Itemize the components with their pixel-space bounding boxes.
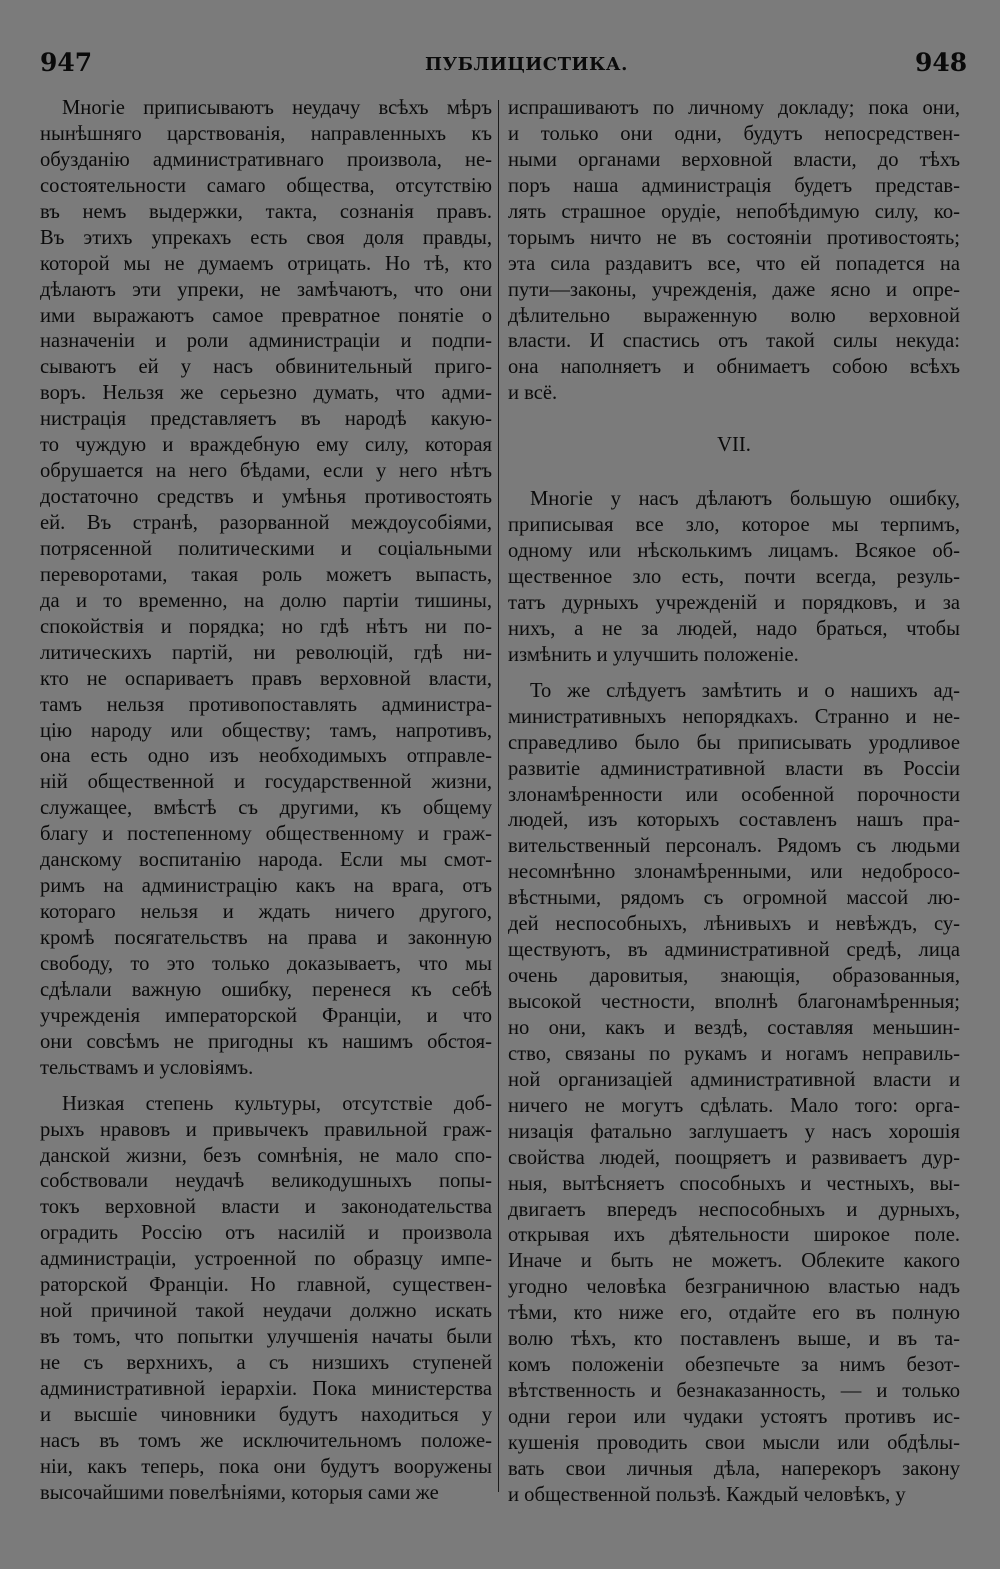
text-line: одному или нѣсколькимъ лицамъ. Всякое об- <box>508 540 960 563</box>
text-line: вѣтственность и безнаказанность, — и только <box>508 1380 960 1403</box>
text-line: комъ положеніи обезпечьте за нимъ безот- <box>508 1354 960 1377</box>
text-line: учрежденія императорской Франціи, и что <box>40 1004 492 1027</box>
text-line: назначеніи и роли администраціи и подпи- <box>40 330 492 353</box>
text-line: потрясенной политическими и соціальными <box>40 537 492 560</box>
text-line: состоятельности самаго общества, отсутствію <box>40 174 492 197</box>
text-line: достаточно средствъ и умѣнья противостоять <box>40 486 492 509</box>
text-line: ній общественной и государственной жизни, <box>40 771 492 794</box>
section-heading: VII. <box>717 434 751 457</box>
text-line: рыхъ нравовъ и привычекъ правильной граж- <box>40 1118 492 1141</box>
column-divider <box>498 100 499 1492</box>
text-line: То же слѣдуетъ замѣтить и о нашихъ ад- <box>530 679 960 702</box>
text-line: вительственный персоналъ. Рядомъ съ людьми <box>508 835 960 858</box>
right-column-bottom-text <box>508 487 960 1509</box>
text-line: кто не оспариваетъ правъ верховной власти, <box>40 667 492 690</box>
text-line: Многіе приписываютъ неудачу всѣхъ мѣръ <box>62 97 492 119</box>
text-line: римъ на администрацію какъ на врага, отъ <box>40 875 492 898</box>
text-line: дѣлительно выраженную волю верховной <box>508 304 960 327</box>
text-line: и только они одни, будутъ непосредствен- <box>508 122 960 145</box>
text-line: дей неспособныхъ, лѣнивыхъ и невѣждъ, су- <box>508 913 960 936</box>
text-line: ничего не могутъ сдѣлать. Мало того: орга- <box>508 1094 960 1117</box>
text-line: Иначе и быть не можетъ. Облеките какого <box>508 1250 960 1273</box>
text-line: ными органами верховной власти, до тѣхъ <box>508 148 960 171</box>
text-line: низація фатально заглушаетъ у насъ хорошія <box>508 1120 960 1143</box>
text-line: злонамѣренности или особенной порочности <box>508 783 960 806</box>
text-line: воръ. Нельзя же серьезно думать, что адми- <box>40 382 492 405</box>
text-line: эта сила раздавитъ все, что ей попадется на <box>508 252 960 275</box>
text-line: служащее, вмѣстѣ съ другими, къ общему <box>40 797 492 820</box>
text-line: ной организаціей административной власти и <box>508 1068 960 1091</box>
running-title: ПУБЛИЦИСТИКА. <box>425 54 628 75</box>
text-line: да и то временно, на долю партіи тишины, <box>40 589 492 612</box>
text-line: пути—законы, учрежденія, даже ясно и опре- <box>508 278 960 301</box>
text-line: и высшіе чиновники будутъ находиться у <box>40 1403 492 1426</box>
text-line: то чуждую и враждебную ему силу, которая <box>40 434 492 457</box>
text-line: литическихъ партій, ни революцій, гдѣ ни- <box>40 641 492 664</box>
text-line: администраціи, устроенной по образцу импе- <box>40 1248 492 1271</box>
text-line: раторской Франціи. Но главной, существен- <box>40 1274 492 1297</box>
text-line: лять страшное орудіе, непобѣдимую силу, ко- <box>508 200 960 223</box>
text-line: справедливо было бы приписывать уродливое <box>508 731 960 754</box>
text-line: двигаетъ впередъ неспособныхъ и дурныхъ, <box>508 1198 960 1221</box>
text-line: тѣми, кто ниже его, отдайте его въ полную <box>508 1302 960 1325</box>
text-line: несомнѣнно злонамѣренными, или недобросо- <box>508 861 960 884</box>
text-line: ной причиной такой неудачи должно искать <box>40 1300 492 1323</box>
text-line: тельствамъ и условіямъ. <box>40 1056 254 1079</box>
text-line: она есть одно изъ необходимыхъ отправле- <box>40 745 492 768</box>
text-line: волю тѣхъ, кто поставленъ выше, и въ та- <box>508 1328 960 1351</box>
text-line: ей. Въ странѣ, разорванной междоусобіями, <box>40 512 492 534</box>
page-number-left: 947 <box>40 48 93 77</box>
text-line: угодно человѣка безграничною властью надъ <box>508 1276 960 1299</box>
text-line: токъ верховной власти и законодательства <box>40 1196 492 1219</box>
text-line: свойства людей, поощряетъ и развиваетъ дур- <box>508 1146 960 1169</box>
text-line: но они, какъ и вездѣ, составляя меньшин- <box>508 1016 960 1039</box>
text-line: министративныхъ непорядкахъ. Странно и не- <box>508 705 960 728</box>
text-line: котораго нельзя и ждать ничего другого, <box>40 901 492 924</box>
right-column <box>508 96 960 1509</box>
text-line: щественное зло есть, почти всегда, резуль- <box>508 566 960 588</box>
text-line: и общественной пользѣ. Каждый человѣкъ, у <box>508 1483 906 1506</box>
text-line: тамъ нельзя противопоставлять администра- <box>40 693 492 716</box>
text-line: татъ дурныхъ учрежденій и порядковъ, и за <box>508 591 960 614</box>
text-line: ществуютъ, въ административной средѣ, лица <box>508 939 960 962</box>
page-number-right: 948 <box>915 48 968 77</box>
text-line: свободу, то это только доказываетъ, что мы <box>40 952 492 975</box>
text-line: Низкая степень культуры, отсутствіе доб- <box>62 1092 492 1115</box>
text-line: обрушается на него бѣдами, если у него нѣтъ <box>40 460 492 483</box>
text-line: которой мы не думаемъ отрицать. Но тѣ, кто <box>40 252 492 275</box>
left-column <box>40 96 492 1507</box>
text-line: ніи, какъ теперь, пока они будутъ вооружены <box>40 1455 492 1478</box>
text-line: собствовали неудачѣ великодушныхъ попы- <box>40 1170 492 1193</box>
text-line: въ немъ выдержки, такта, сознанія правъ. <box>40 200 492 223</box>
text-line: развитіе административной власти въ Россіи <box>508 757 960 780</box>
text-line: насъ въ томъ же исключительномъ положе- <box>40 1429 492 1452</box>
text-line: административной іерархіи. Пока министерства <box>40 1377 492 1400</box>
text-line: въ томъ, что попытки улучшенія начаты были <box>40 1326 492 1349</box>
text-line: испрашиваютъ по личному докладу; пока они, <box>508 97 960 119</box>
text-line: ими выражаютъ самое превратное понятіе о <box>40 304 492 327</box>
text-line: Многіе у насъ дѣлаютъ большую ошибку, <box>530 488 960 511</box>
text-line: данскому воспитанію народа. Если мы смот- <box>40 849 492 872</box>
text-line: не съ верхнихъ, а съ низшихъ ступеней <box>40 1352 492 1374</box>
text-line: кушенія проводить свои мысли или обдѣлы- <box>508 1431 960 1454</box>
text-line: очень даровитыя, знающія, образованныя, <box>508 965 960 988</box>
text-line: она наполняетъ и обнимаетъ собою всѣхъ <box>508 356 960 379</box>
text-line: Въ этихъ упрекахъ есть своя доля правды, <box>40 226 492 249</box>
text-line: нынѣшняго царствованія, направленныхъ къ <box>40 122 492 145</box>
text-line: поръ наша администрація будетъ представ- <box>508 174 960 197</box>
text-line: спокойствія и порядка; но гдѣ нѣтъ ни по- <box>40 615 492 638</box>
text-line: вать свои личныя дѣла, наперекоръ закону <box>508 1457 960 1480</box>
text-line: одни герои или чудаки устоятъ противъ ис- <box>508 1406 960 1428</box>
text-line: кромѣ посягательствъ на права и законную <box>40 927 492 949</box>
text-line: они совсѣмъ не пригодны къ нашимъ обстоя- <box>40 1030 492 1053</box>
text-line: власти. И спастись отъ такой силы некуда: <box>508 330 960 353</box>
text-line: высокой честности, вполнѣ благонамѣренныя; <box>508 991 960 1013</box>
text-line: оградить Россію отъ насилій и произвола <box>40 1222 492 1245</box>
text-line: благу и постепенному общественному и граж- <box>40 823 492 846</box>
text-line: измѣнить и улучшить положеніе. <box>508 643 799 666</box>
text-line: сываютъ ей у насъ обвинительный приго- <box>40 356 492 379</box>
text-line: ство, связаны по рукамъ и ногамъ неправиль- <box>508 1042 960 1065</box>
text-line: цію народу или обществу; тамъ, напротивъ, <box>40 719 492 742</box>
text-line: и всё. <box>508 382 558 405</box>
text-line: открывая ихъ дѣятельности широкое поле. <box>508 1224 960 1247</box>
text-line: нистрація представляетъ въ народѣ какую- <box>40 408 492 431</box>
text-line: приписывая все зло, которое мы терпимъ, <box>508 514 960 537</box>
text-line: ныя, вытѣсняетъ способныхъ и честныхъ, вы- <box>508 1172 960 1195</box>
text-line: обузданію административнаго произвола, не- <box>40 148 492 171</box>
text-line: сдѣлали важную ошибку, перенеся къ себѣ <box>40 978 492 1001</box>
text-line: торымъ ничто не въ состояніи противостоять; <box>508 226 960 249</box>
right-column-top-text <box>508 96 960 407</box>
text-line: дѣлаютъ эти упреки, не замѣчаютъ, что они <box>40 278 492 301</box>
text-line: нихъ, а не за людей, надо браться, чтобы <box>508 617 960 640</box>
text-line: высочайшими повелѣніями, которыя сами же <box>40 1481 439 1504</box>
text-line: данской жизни, безъ сомнѣнія, не мало спо- <box>40 1144 492 1167</box>
text-line: вѣстными, рядомъ съ огромной массой лю- <box>508 887 960 910</box>
text-line: людей, изъ которыхъ составленъ нашъ пра- <box>508 809 960 832</box>
text-line: переворотами, такая роль можетъ выпасть, <box>40 563 492 586</box>
